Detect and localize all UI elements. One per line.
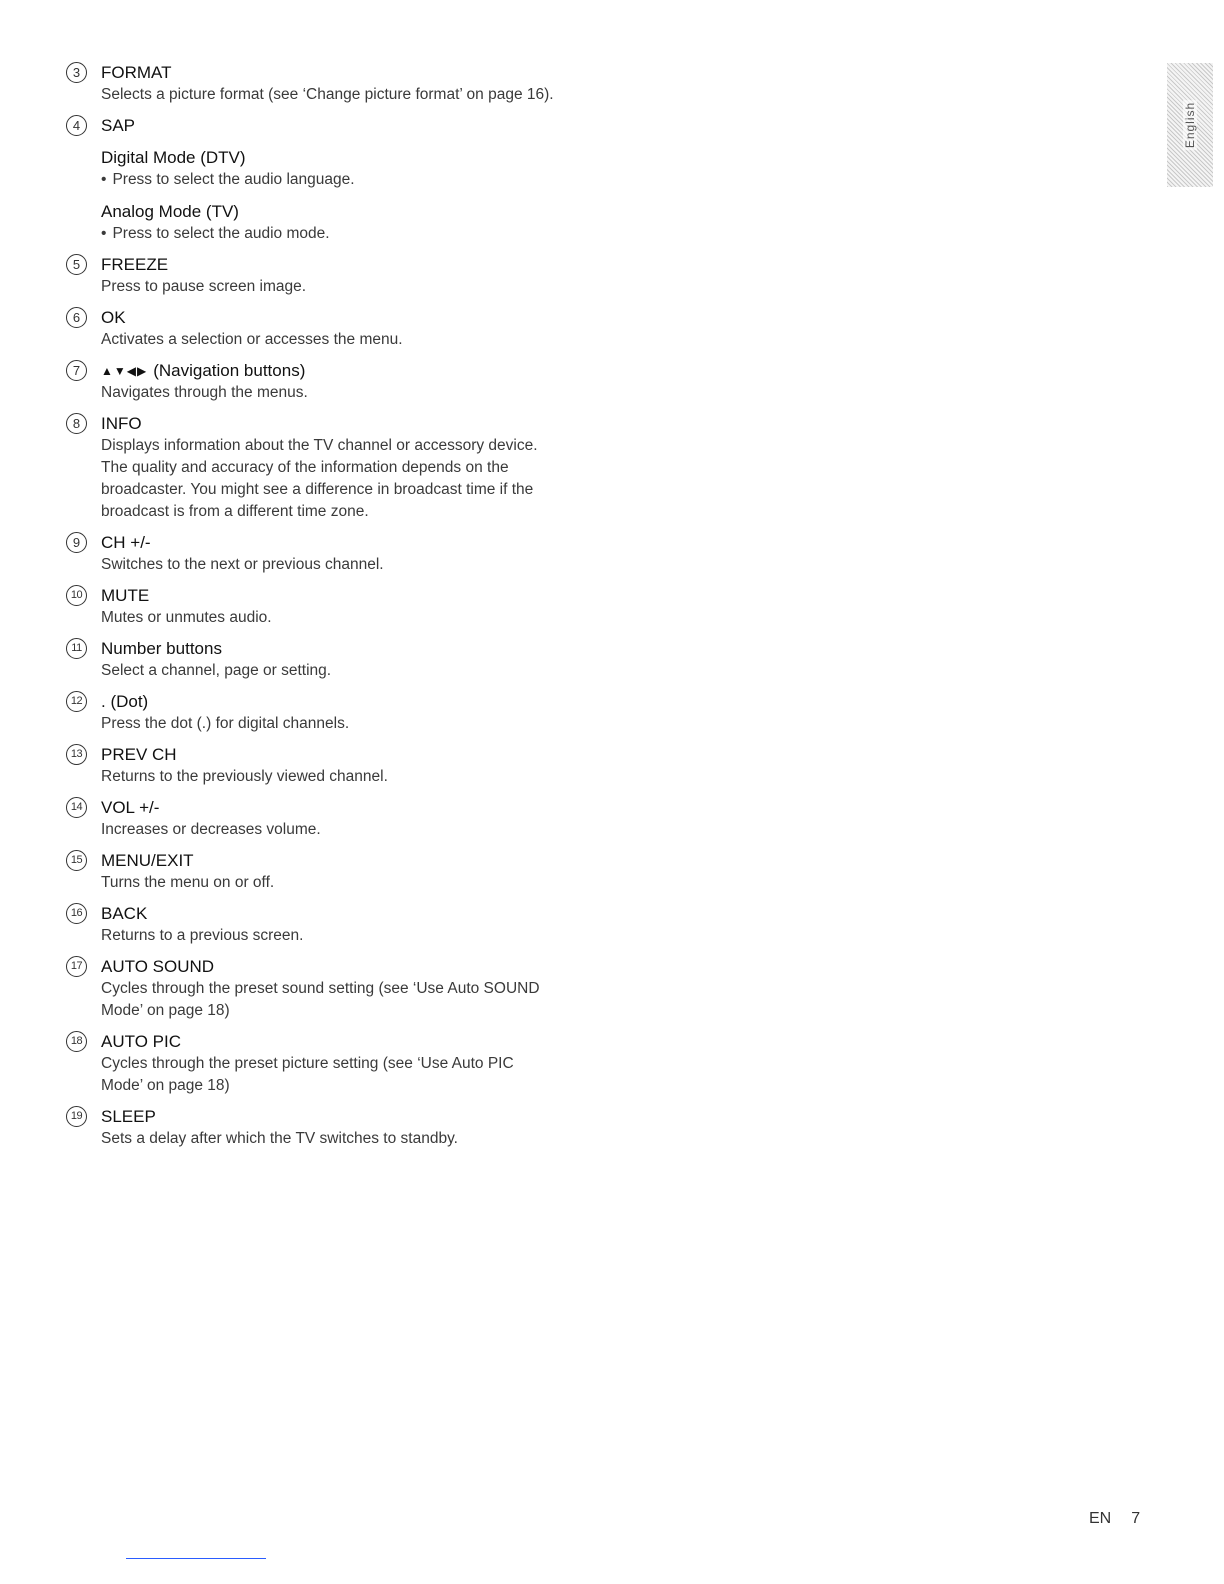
list-item — [66, 532, 626, 576]
item-title — [101, 62, 626, 84]
item-description-line: The quality and accuracy of the information depends on the — [101, 459, 509, 476]
list-item — [66, 1106, 626, 1150]
item-title — [101, 254, 626, 276]
list-item — [66, 850, 626, 894]
list-item — [66, 797, 626, 841]
item-title — [101, 903, 626, 925]
item-description-line: Mode’ on page 18) — [101, 1077, 230, 1094]
item-title-text: MUTE — [101, 586, 150, 605]
item-number-badge: 19 — [66, 1106, 87, 1127]
item-title — [101, 797, 626, 819]
list-item — [66, 903, 626, 947]
item-number-badge: 18 — [66, 1031, 87, 1052]
item-number-badge: 9 — [66, 532, 87, 553]
item-title-text: . (Dot) — [101, 692, 149, 711]
language-tab — [1167, 63, 1213, 187]
list-item — [66, 254, 626, 298]
item-number-badge: 4 — [66, 115, 87, 136]
item-description-line: Cycles through the preset picture setting (see ‘Use Auto PIC — [101, 1055, 514, 1072]
item-title-text: FREEZE — [101, 255, 169, 274]
item-title-text: Number buttons — [101, 639, 222, 658]
list-item — [66, 115, 626, 245]
item-description-line: broadcast is from a different time zone. — [101, 503, 369, 520]
sub-section — [101, 147, 626, 191]
item-number-badge: 10 — [66, 585, 87, 606]
item-number-badge: 13 — [66, 744, 87, 765]
navigation-arrows-icon: ▲▼◀▶ — [101, 364, 148, 378]
sub-section — [101, 201, 626, 245]
list-item — [66, 638, 626, 682]
page-footer — [1089, 1510, 1140, 1528]
item-description-line: Selects a picture format (see ‘Change picture format’ on page 16). — [101, 86, 554, 103]
item-description-line: broadcaster. You might see a difference in broadcast time if the — [101, 481, 534, 498]
item-description-line: Sets a delay after which the TV switches to standby. — [101, 1130, 458, 1147]
sub-section-title: Analog Mode (TV) — [101, 202, 239, 221]
item-title-text: MENU/EXIT — [101, 851, 194, 870]
item-title — [101, 1106, 626, 1128]
list-item — [66, 62, 626, 106]
item-title-text: INFO — [101, 414, 142, 433]
item-number-badge: 11 — [66, 638, 87, 659]
item-title — [101, 956, 626, 978]
button-descriptions — [66, 62, 626, 1159]
list-item — [66, 691, 626, 735]
item-description-line: Returns to a previous screen. — [101, 927, 304, 944]
item-title-text: AUTO PIC — [101, 1032, 181, 1051]
item-title-text: (Navigation buttons) — [153, 361, 306, 380]
sub-section-bullet: • Press to select the audio mode. — [101, 223, 626, 245]
item-title-text: CH +/- — [101, 533, 151, 552]
item-description-line: Increases or decreases volume. — [101, 821, 321, 838]
item-title-text: BACK — [101, 904, 148, 923]
page-number: 7 — [1131, 1510, 1141, 1527]
item-title — [101, 307, 626, 329]
item-description-line: Activates a selection or accesses the menu. — [101, 331, 403, 348]
sub-section-title: Digital Mode (DTV) — [101, 148, 246, 167]
item-title-text: PREV CH — [101, 745, 177, 764]
item-number-badge: 14 — [66, 797, 87, 818]
item-title — [101, 691, 626, 713]
item-description-line: Cycles through the preset sound setting (see ‘Use Auto SOUND — [101, 980, 540, 997]
footer-language: EN — [1089, 1510, 1112, 1527]
item-title — [101, 850, 626, 872]
item-title — [101, 115, 626, 137]
item-description-line: Mutes or unmutes audio. — [101, 609, 272, 626]
item-title — [101, 1031, 626, 1053]
item-description-line: Mode’ on page 18) — [101, 1002, 230, 1019]
item-description-line: Select a channel, page or setting. — [101, 662, 332, 679]
item-title-text: VOL +/- — [101, 798, 160, 817]
item-title — [101, 744, 626, 766]
item-description-line: Returns to the previously viewed channel. — [101, 768, 388, 785]
footer-rule — [126, 1558, 266, 1559]
list-item — [66, 956, 626, 1022]
item-title-text: AUTO SOUND — [101, 957, 215, 976]
item-title — [101, 585, 626, 607]
item-title — [101, 413, 626, 435]
item-number-badge: 16 — [66, 903, 87, 924]
list-item — [66, 744, 626, 788]
item-number-badge: 7 — [66, 360, 87, 381]
list-item — [66, 360, 626, 404]
item-title — [101, 360, 626, 382]
item-number-badge: 8 — [66, 413, 87, 434]
item-number-badge: 5 — [66, 254, 87, 275]
item-description-line: Displays information about the TV channel or accessory device. — [101, 437, 538, 454]
list-item — [66, 585, 626, 629]
list-item — [66, 413, 626, 523]
item-description-line: Turns the menu on or off. — [101, 874, 275, 891]
item-number-badge: 17 — [66, 956, 87, 977]
sub-section-bullet: • Press to select the audio language. — [101, 169, 626, 191]
language-tab-label: English — [1183, 101, 1197, 149]
item-description-line: Navigates through the menus. — [101, 384, 308, 401]
item-description-line: Switches to the next or previous channel. — [101, 556, 384, 573]
list-item — [66, 1031, 626, 1097]
item-title-text: FORMAT — [101, 63, 172, 82]
item-title-text: SLEEP — [101, 1107, 156, 1126]
item-title — [101, 638, 626, 660]
item-title-text: OK — [101, 308, 126, 327]
item-description-line: Press to pause screen image. — [101, 278, 307, 295]
item-number-badge: 12 — [66, 691, 87, 712]
item-title — [101, 532, 626, 554]
item-number-badge: 15 — [66, 850, 87, 871]
item-number-badge: 3 — [66, 62, 87, 83]
item-number-badge: 6 — [66, 307, 87, 328]
item-description-line: Press the dot (.) for digital channels. — [101, 715, 350, 732]
item-title-text: SAP — [101, 116, 136, 135]
list-item — [66, 307, 626, 351]
